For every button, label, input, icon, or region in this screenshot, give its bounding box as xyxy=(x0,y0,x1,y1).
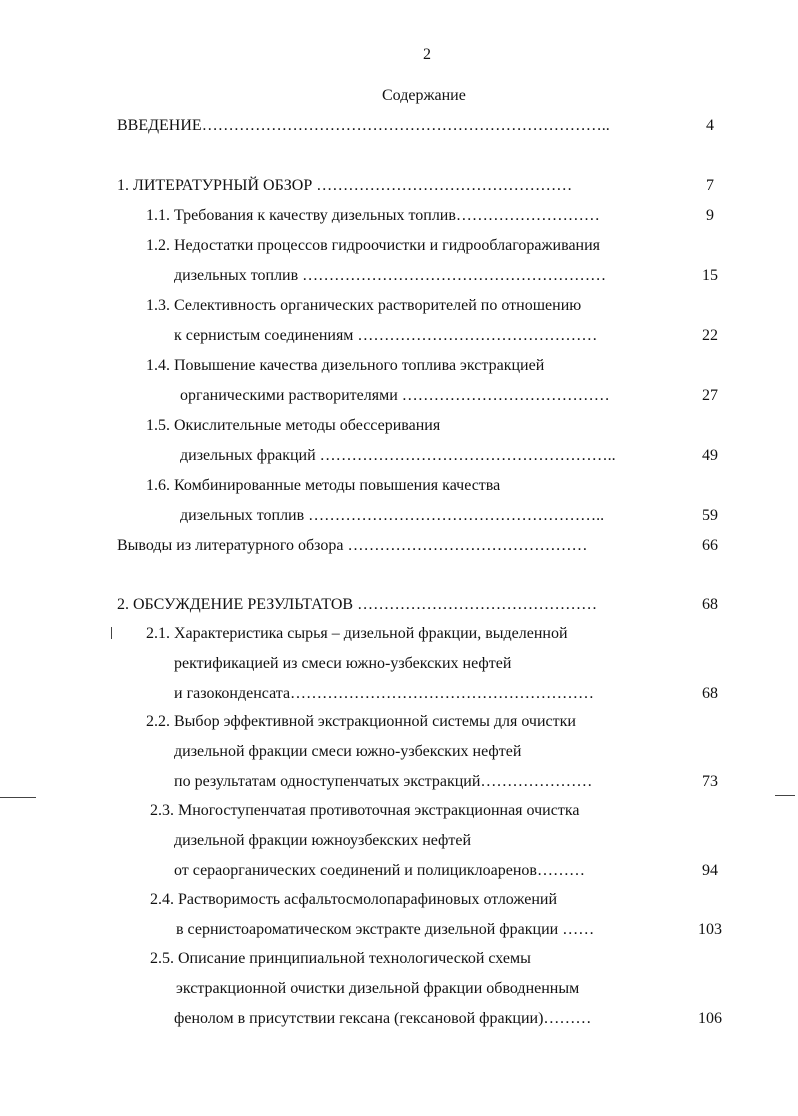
toc-entry: 2.2. Выбор эффективной экстракционной системы для очистки xyxy=(146,713,576,730)
toc-page-number: 66 xyxy=(702,537,718,554)
toc-page-number: 103 xyxy=(698,921,722,938)
toc-entry: 1.1. Требования к качеству дизельных топлив……………………… xyxy=(146,207,600,224)
toc-entry-continuation: ректификацией из смеси южно-узбекских нефтей xyxy=(174,655,512,672)
toc-page-number: 94 xyxy=(702,862,718,879)
toc-page-number: 106 xyxy=(698,1010,722,1027)
toc-entry-continuation: экстракционной очистки дизельной фракции обводненным xyxy=(176,980,580,997)
toc-page-number: 68 xyxy=(702,596,718,613)
toc-entry-introduction: ВВЕДЕНИЕ………………………………………………………………….. xyxy=(117,117,610,134)
toc-page-number: 22 xyxy=(702,327,718,344)
toc-entry: 2.1. Характеристика сырья – дизельной фракции, выделенной xyxy=(146,625,568,642)
toc-entry: 1.3. Селективность органических растворителей по отношению xyxy=(146,297,582,314)
toc-entry-continuation: к сернистым соединениям ……………………………………… xyxy=(174,327,598,344)
toc-page-number: 4 xyxy=(706,117,714,134)
toc-entry-continuation: фенолом в присутствии гексана (гексановой фракции)……… xyxy=(174,1010,592,1027)
toc-page-number: 49 xyxy=(702,447,718,464)
toc-entry: 1.5. Окислительные методы обессеривания xyxy=(146,417,441,434)
toc-chapter-1: 1. ЛИТЕРАТУРНЫЙ ОБЗОР ………………………………………… xyxy=(117,177,573,194)
toc-entry: 2.5. Описание принципиальной технологической схемы xyxy=(150,950,531,967)
toc-entry: 2.4. Растворимость асфальтосмолопарафиновых отложений xyxy=(150,891,558,908)
toc-page-number: 73 xyxy=(702,773,718,790)
toc-entry-conclusions: Выводы из литературного обзора ……………………………………… xyxy=(117,537,588,554)
toc-page-number: 9 xyxy=(706,207,714,224)
toc-entry-continuation: органическими растворителями ………………………………… xyxy=(180,387,610,404)
scan-mark xyxy=(0,797,36,798)
toc-page-number: 27 xyxy=(702,387,718,404)
toc-page-number: 68 xyxy=(702,685,718,702)
toc-entry-continuation: и газоконденсата………………………………………………… xyxy=(174,685,595,702)
toc-chapter-2: 2. ОБСУЖДЕНИЕ РЕЗУЛЬТАТОВ ……………………………………… xyxy=(117,596,598,613)
toc-entry-continuation: дизельных топлив ……………………………………………….. xyxy=(180,507,605,524)
toc-page-number: 15 xyxy=(702,267,718,284)
toc-page-number: 7 xyxy=(706,177,714,194)
toc-entry-continuation: дизельных фракций ……………………………………………….. xyxy=(180,447,616,464)
toc-entry-continuation: по результатам одноступенчатых экстракций………………… xyxy=(174,773,593,790)
toc-heading: Содержание xyxy=(382,87,466,104)
toc-entry: 1.4. Повышение качества дизельного топлива экстракцией xyxy=(146,357,545,374)
toc-entry-continuation: дизельной фракции южноузбекских нефтей xyxy=(174,832,472,849)
toc-entry: 1.6. Комбинированные методы повышения качества xyxy=(146,477,501,494)
scan-mark xyxy=(111,627,112,639)
toc-entry: 1.2. Недостатки процессов гидроочистки и гидрооблагораживания xyxy=(146,237,601,254)
toc-entry-continuation: в сернистоароматическом экстракте дизельной фракции …… xyxy=(176,921,595,938)
toc-entry-continuation: дизельных топлив ………………………………………………… xyxy=(174,267,607,284)
toc-entry: 2.3. Многоступенчатая противоточная экстракционная очистка xyxy=(150,802,580,819)
toc-entry-continuation: от сераорганических соединений и полициклоаренов……… xyxy=(174,862,585,879)
page-number: 2 xyxy=(423,46,431,63)
toc-page-number: 59 xyxy=(702,507,718,524)
toc-entry-continuation: дизельной фракции смеси южно-узбекских нефтей xyxy=(174,743,522,760)
scan-mark xyxy=(775,795,795,796)
